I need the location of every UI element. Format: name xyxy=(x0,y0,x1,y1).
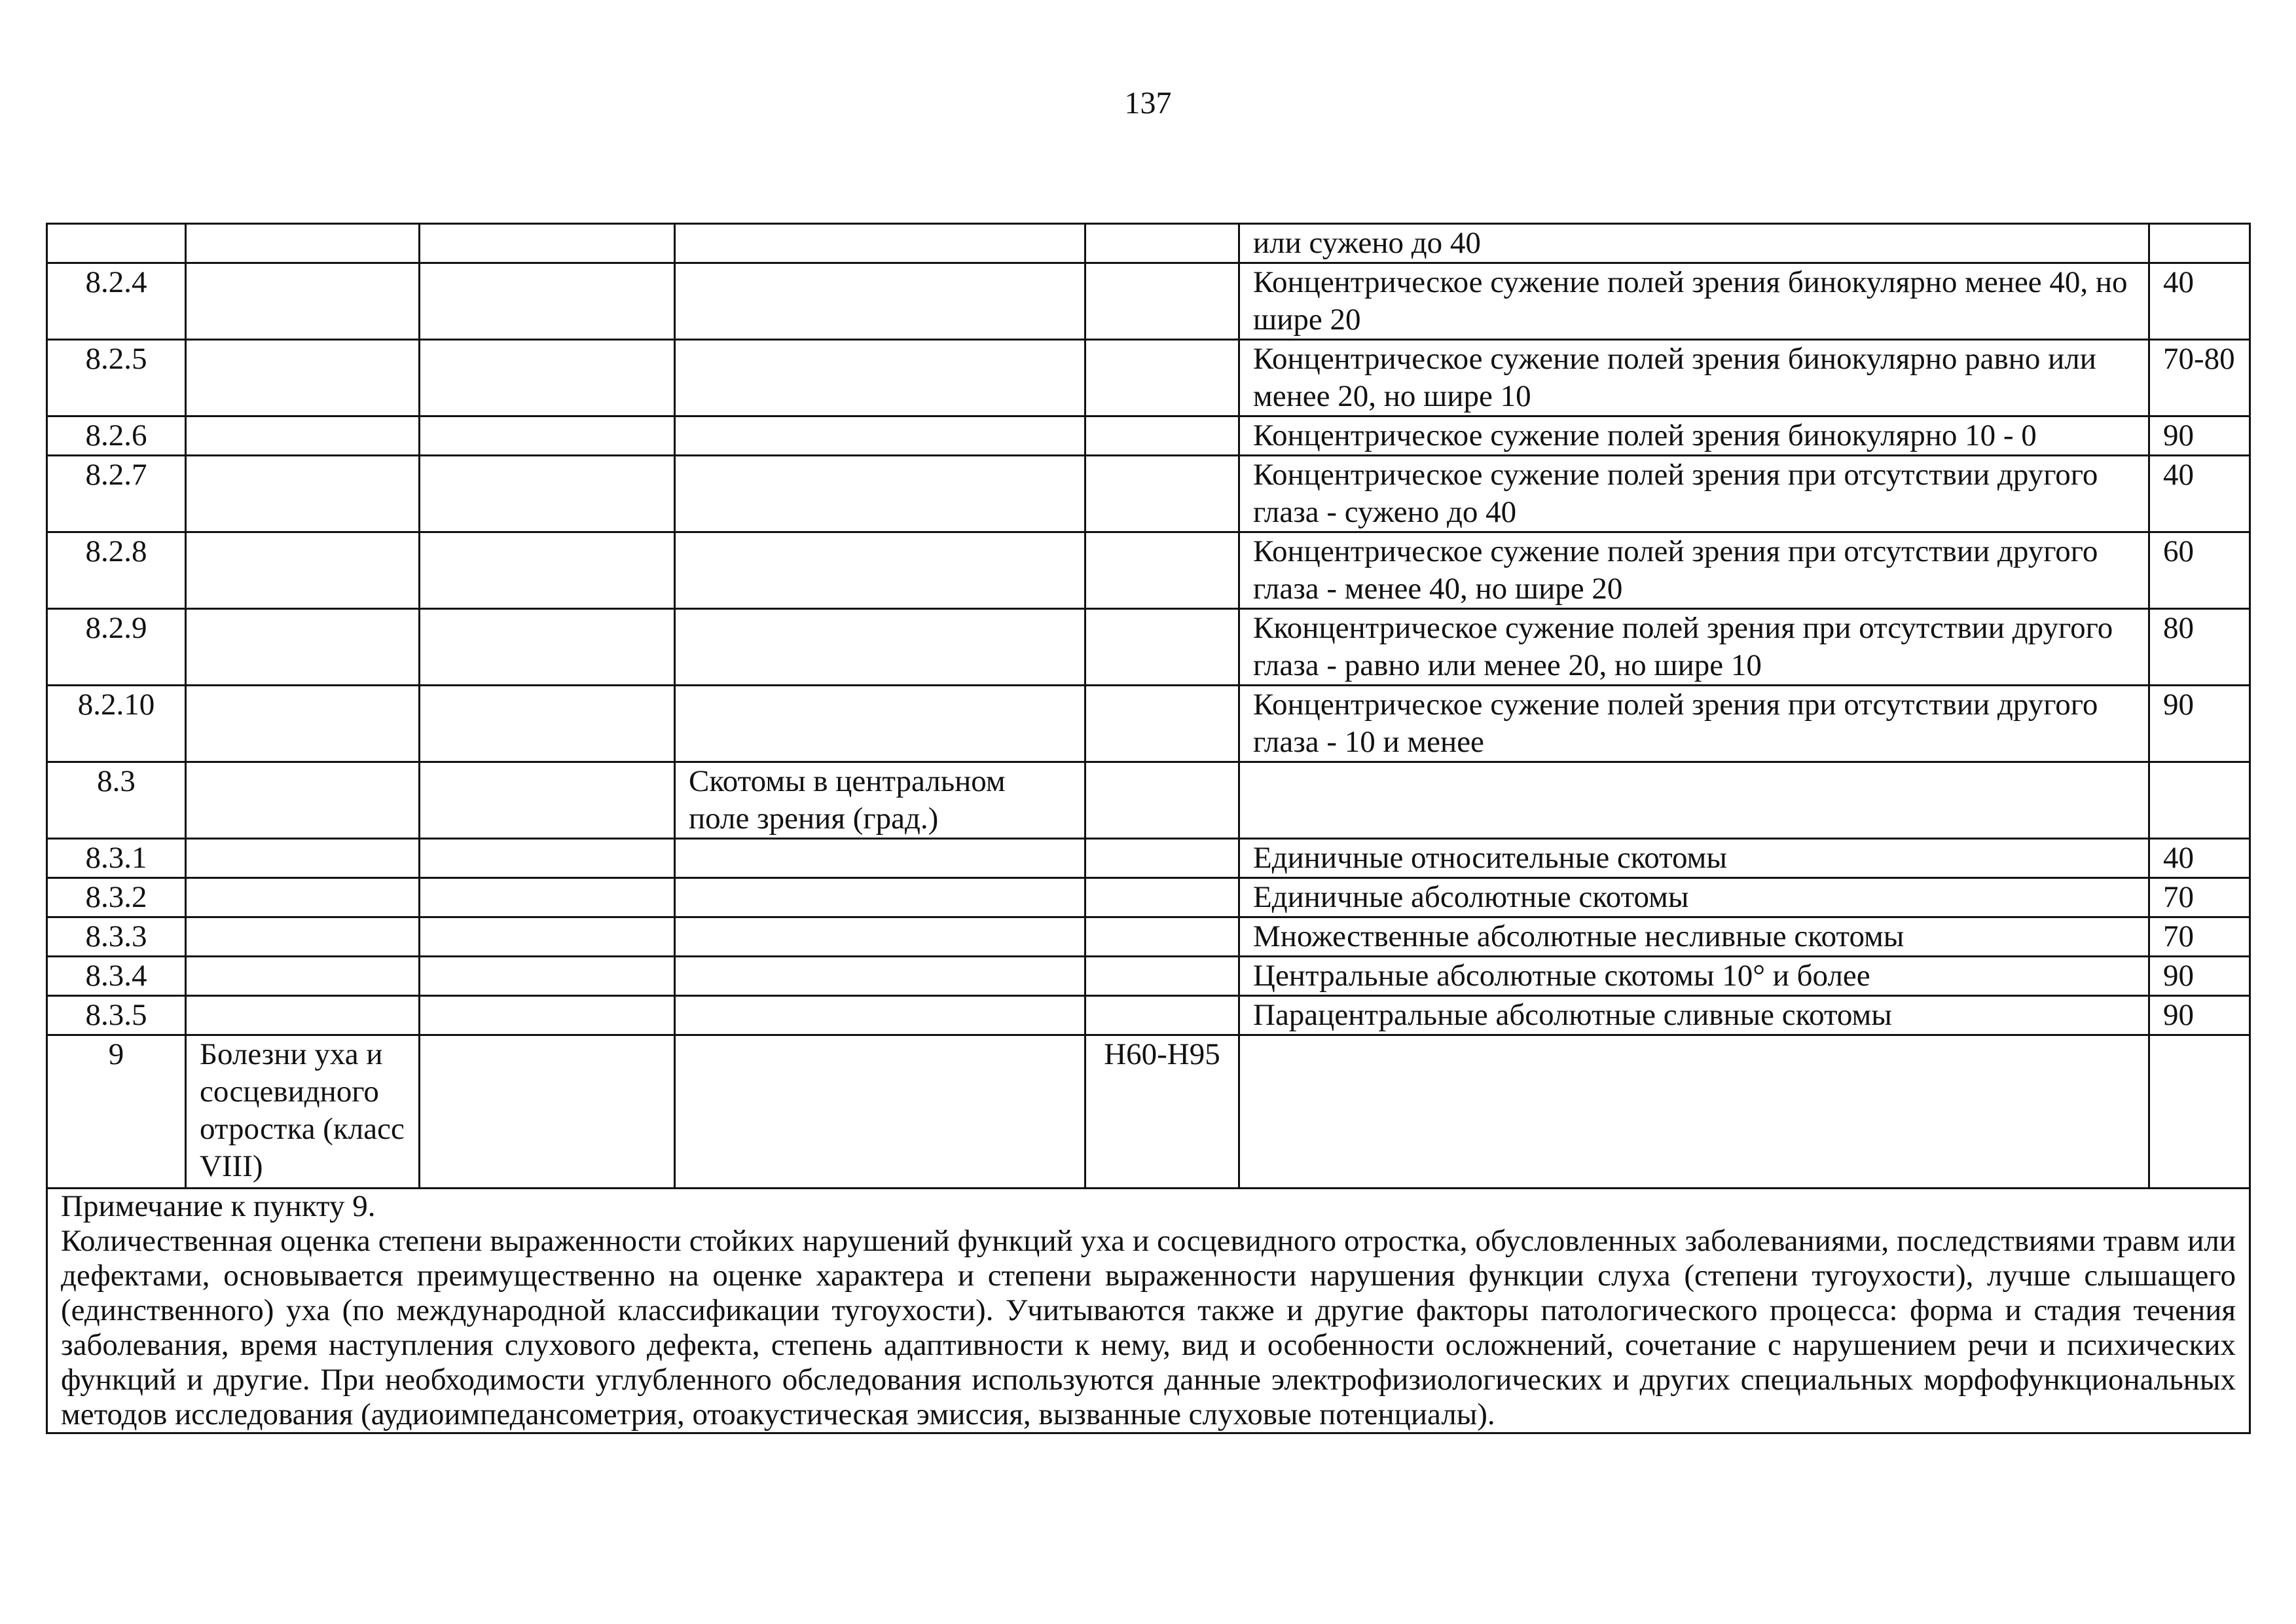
criterion-cell: Парацентральные абсолютные сливные скотомы xyxy=(1239,996,2149,1035)
icd-code-cell xyxy=(1085,416,1239,456)
percent-value-cell: 90 xyxy=(2149,996,2250,1035)
icd-code-cell xyxy=(1085,224,1239,263)
percent-value-cell: 90 xyxy=(2149,957,2250,996)
criterion-cell: Единичные абсолютные скотомы xyxy=(1239,878,2149,917)
percent-value-cell xyxy=(2149,762,2250,839)
criterion-cell: Центральные абсолютные скотомы 10° и более xyxy=(1239,957,2149,996)
note-body: Количественная оценка степени выраженности стойких нарушений функций уха и сосцевидного отростка, обусловленных заболеваниями, последствиями травм или дефектами, основывается преимущественно на оценке характера и степени выраженности нарушения функции слуха (степени тугоухости), лучше слышащего (единственного) уха (по международной классификации тугоухости). Учитываются также и другие факторы патологического процесса: форма и стадия течения заболевания, время наступления слухового дефекта, степень адаптивности к нему, вид и особенности осложнений, сочетание с нарушением речи и психических функций и другие. При необходимости углубленного обследования используются данные электрофизиологических и других специальных морфофункциональных методов исследования (аудиоимпедансометрия, отоакустическая эмиссия, вызванные слуховые потенциалы). xyxy=(61,1224,2236,1431)
disease-class-cell: Болезни уха и сосцевидного отростка (класс VIII) xyxy=(186,1035,420,1189)
icd-code-cell xyxy=(1085,686,1239,762)
disease-class-cell xyxy=(186,762,420,839)
table-row xyxy=(47,957,2250,996)
percent-value-cell: 70-80 xyxy=(2149,340,2250,416)
criterion-cell: Концентрическое сужение полей зрения при отсутствии другого глаза - менее 40, но шире 20 xyxy=(1239,532,2149,609)
row-number-cell: 8.2.6 xyxy=(47,416,186,456)
criterion-cell: Концентрическое сужение полей зрения бинокулярно менее 40, но шире 20 xyxy=(1239,263,2149,340)
impairment-type-cell xyxy=(675,957,1085,996)
impairment-type-cell xyxy=(675,416,1085,456)
disease-class-cell xyxy=(186,532,420,609)
icd-code-cell xyxy=(1085,532,1239,609)
icd-code-cell xyxy=(1085,609,1239,686)
empty-cell xyxy=(420,839,675,878)
disease-class-cell xyxy=(186,609,420,686)
criterion-cell: Кконцентрическое сужение полей зрения при отсутствии другого глаза - равно или менее 20, но шире 10 xyxy=(1239,609,2149,686)
icd-code-cell xyxy=(1085,917,1239,957)
table-row xyxy=(47,762,2250,839)
criterion-cell xyxy=(1239,762,2149,839)
note-cell xyxy=(47,1189,2250,1433)
table-row xyxy=(47,839,2250,878)
criterion-cell: Концентрическое сужение полей зрения при отсутствии другого глаза - 10 и менее xyxy=(1239,686,2149,762)
impairment-type-cell xyxy=(675,1035,1085,1189)
row-number-cell: 8.2.8 xyxy=(47,532,186,609)
page-number: 137 xyxy=(1124,86,1172,120)
criterion-cell xyxy=(1239,1035,2149,1189)
disease-class-cell xyxy=(186,878,420,917)
percent-value-cell xyxy=(2149,1035,2250,1189)
impairment-type-cell xyxy=(675,224,1085,263)
empty-cell xyxy=(420,996,675,1035)
percent-value-cell: 70 xyxy=(2149,878,2250,917)
impairment-type-cell xyxy=(675,609,1085,686)
disease-class-cell xyxy=(186,996,420,1035)
note-row xyxy=(47,1189,2250,1433)
icd-code-cell xyxy=(1085,839,1239,878)
icd-code-cell xyxy=(1085,957,1239,996)
empty-cell xyxy=(420,917,675,957)
disease-class-cell xyxy=(186,686,420,762)
disease-class-cell xyxy=(186,839,420,878)
icd-code-cell xyxy=(1085,996,1239,1035)
table-row xyxy=(47,1035,2250,1189)
impairment-type-cell xyxy=(675,532,1085,609)
table-row xyxy=(47,416,2250,456)
empty-cell xyxy=(420,416,675,456)
row-number-cell: 8.2.10 xyxy=(47,686,186,762)
impairment-type-cell xyxy=(675,917,1085,957)
disease-class-cell xyxy=(186,263,420,340)
table-row xyxy=(47,340,2250,416)
table-row xyxy=(47,456,2250,532)
table-row xyxy=(47,686,2250,762)
row-number-cell: 8.2.4 xyxy=(47,263,186,340)
percent-value-cell: 80 xyxy=(2149,609,2250,686)
impairment-type-cell xyxy=(675,686,1085,762)
empty-cell xyxy=(420,762,675,839)
percent-value-cell: 40 xyxy=(2149,456,2250,532)
row-number-cell: 8.3 xyxy=(47,762,186,839)
table-row xyxy=(47,263,2250,340)
row-number-cell: 8.3.4 xyxy=(47,957,186,996)
criterion-cell: Концентрическое сужение полей зрения бинокулярно 10 - 0 xyxy=(1239,416,2149,456)
table-row xyxy=(47,917,2250,957)
icd-code-cell xyxy=(1085,456,1239,532)
disease-class-cell xyxy=(186,917,420,957)
icd-code-cell xyxy=(1085,878,1239,917)
criterion-cell: Единичные относительные скотомы xyxy=(1239,839,2149,878)
icd-code-cell xyxy=(1085,263,1239,340)
impairment-type-cell xyxy=(675,263,1085,340)
empty-cell xyxy=(420,224,675,263)
criterion-cell: Множественные абсолютные несливные скотомы xyxy=(1239,917,2149,957)
percent-value-cell: 40 xyxy=(2149,839,2250,878)
criterion-cell: Концентрическое сужение полей зрения бинокулярно равно или менее 20, но шире 10 xyxy=(1239,340,2149,416)
impairment-type-cell xyxy=(675,996,1085,1035)
table-row xyxy=(47,996,2250,1035)
empty-cell xyxy=(420,456,675,532)
percent-value-cell xyxy=(2149,224,2250,263)
percent-value-cell: 60 xyxy=(2149,532,2250,609)
criterion-cell: или сужено до 40 xyxy=(1239,224,2149,263)
disease-class-cell xyxy=(186,456,420,532)
criterion-cell: Концентрическое сужение полей зрения при отсутствии другого глаза - сужено до 40 xyxy=(1239,456,2149,532)
row-number-cell: 8.3.3 xyxy=(47,917,186,957)
icd-code-cell xyxy=(1085,762,1239,839)
impairment-type-cell xyxy=(675,878,1085,917)
impairment-type-cell: Скотомы в центральном поле зрения (град.) xyxy=(675,762,1085,839)
note-title: Примечание к пункту 9. xyxy=(61,1189,376,1223)
empty-cell xyxy=(420,878,675,917)
impairment-type-cell xyxy=(675,839,1085,878)
disease-class-cell xyxy=(186,957,420,996)
disease-class-cell xyxy=(186,416,420,456)
disease-class-cell xyxy=(186,224,420,263)
impairment-type-cell xyxy=(675,340,1085,416)
table-row xyxy=(47,609,2250,686)
row-number-cell: 8.2.9 xyxy=(47,609,186,686)
icd-code-cell xyxy=(1085,340,1239,416)
table-row xyxy=(47,878,2250,917)
empty-cell xyxy=(420,263,675,340)
row-number-cell: 8.3.1 xyxy=(47,839,186,878)
row-number-cell: 8.3.5 xyxy=(47,996,186,1035)
table-row xyxy=(47,532,2250,609)
row-number-cell: 8.2.5 xyxy=(47,340,186,416)
percent-value-cell: 70 xyxy=(2149,917,2250,957)
table-row xyxy=(47,224,2250,263)
icd-code-cell: H60-H95 xyxy=(1085,1035,1239,1189)
disease-class-cell xyxy=(186,340,420,416)
empty-cell xyxy=(420,609,675,686)
row-number-cell: 8.2.7 xyxy=(47,456,186,532)
impairment-type-cell xyxy=(675,456,1085,532)
percent-value-cell: 90 xyxy=(2149,416,2250,456)
empty-cell xyxy=(420,340,675,416)
empty-cell xyxy=(420,1035,675,1189)
empty-cell xyxy=(420,957,675,996)
disability-criteria-table xyxy=(46,223,2251,1434)
row-number-cell xyxy=(47,224,186,263)
row-number-cell: 9 xyxy=(47,1035,186,1189)
empty-cell xyxy=(420,686,675,762)
percent-value-cell: 40 xyxy=(2149,263,2250,340)
percent-value-cell: 90 xyxy=(2149,686,2250,762)
row-number-cell: 8.3.2 xyxy=(47,878,186,917)
table-body xyxy=(47,224,2250,1433)
empty-cell xyxy=(420,532,675,609)
